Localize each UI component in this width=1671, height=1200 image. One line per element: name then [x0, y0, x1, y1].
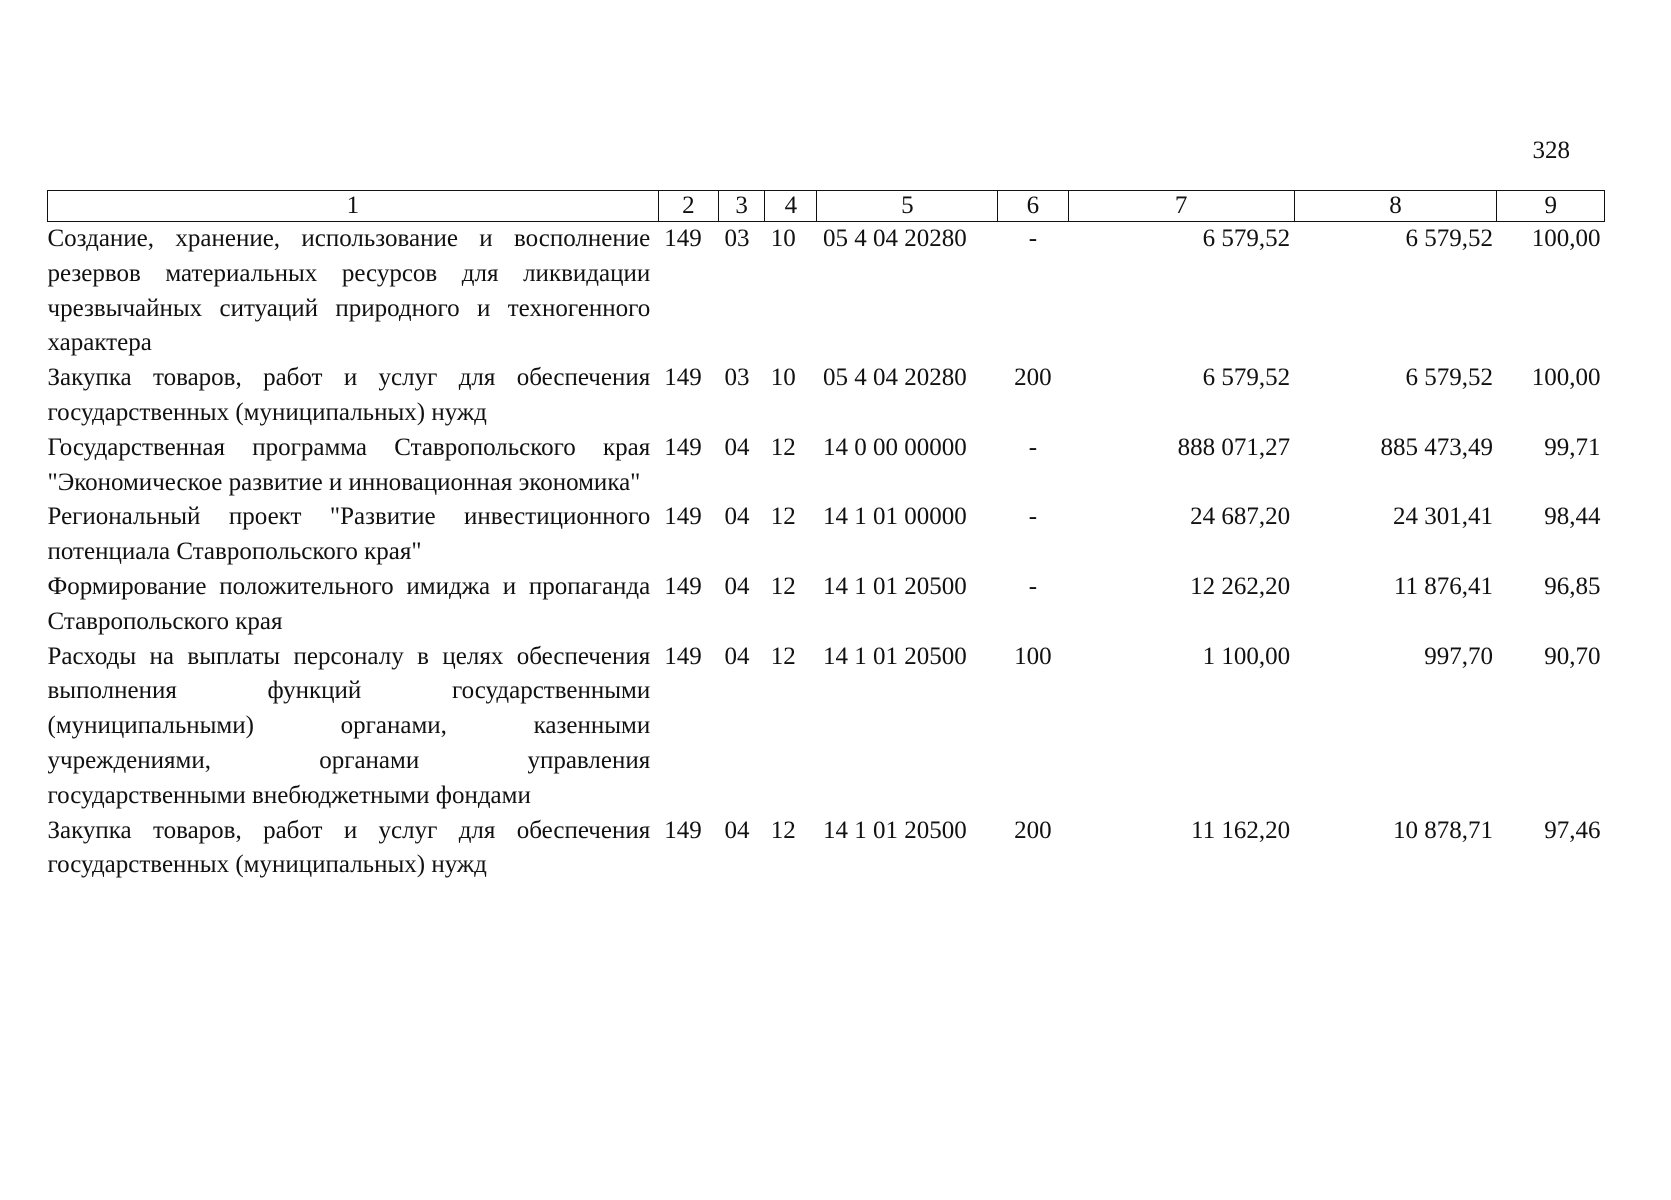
row-col8: 6 579,52: [1405, 225, 1493, 252]
row-col2: 149: [664, 225, 702, 252]
row-col3: 04: [724, 433, 750, 461]
row-col4: 12: [770, 503, 796, 531]
row-col4: 12: [770, 433, 796, 461]
header-cell-2: 2: [658, 191, 718, 222]
row-col6: -: [1028, 503, 1038, 531]
header-cell-1: 1: [48, 191, 659, 222]
table-row: [48, 814, 1605, 884]
row-col9: 100,00: [1531, 364, 1601, 392]
row-col8: 997,70: [1424, 642, 1493, 670]
row-col5: 05 4 04 20280: [822, 364, 967, 392]
table-row: [48, 361, 1605, 431]
row-col9: 96,85: [1544, 572, 1601, 600]
table-row: [48, 431, 1605, 501]
table-row: [48, 222, 1605, 362]
page-number: 328: [1532, 137, 1570, 164]
row-col8: 24 301,41: [1392, 503, 1493, 531]
budget-table: [47, 190, 1605, 883]
header-cell-4: 4: [765, 191, 817, 222]
row-col9: 100,00: [1531, 225, 1601, 252]
header-cell-3: 3: [719, 191, 765, 222]
row-col3: 04: [724, 816, 750, 844]
row-col7: 11 162,20: [1191, 816, 1291, 844]
row-col8: 10 878,71: [1392, 816, 1493, 844]
header-cell-7: 7: [1068, 191, 1294, 222]
row-name: Формирование положительного имиджа и пропаганда Ставропольского края: [47, 572, 651, 635]
row-name: Закупка товаров, работ и услуг для обеспечения государственных (муниципальных) нужд: [47, 816, 651, 879]
table-row: [48, 640, 1605, 814]
row-col7: 6 579,52: [1202, 364, 1291, 392]
row-col8: 885 473,49: [1380, 433, 1493, 461]
row-col6: -: [1028, 433, 1038, 461]
row-col3: 04: [724, 642, 750, 670]
row-col7: 24 687,20: [1190, 503, 1291, 531]
header-cell-9: 9: [1497, 191, 1605, 222]
row-col4: 12: [770, 642, 796, 670]
row-col3: 04: [724, 572, 750, 600]
row-col2: 149: [664, 433, 702, 461]
row-col6: 200: [1014, 816, 1052, 844]
row-col7: 888 071,27: [1177, 433, 1291, 461]
row-col2: 149: [664, 816, 702, 844]
row-name: Региональный проект "Развитие инвестиционного потенциала Ставропольского края": [47, 503, 651, 566]
row-col4: 12: [770, 816, 796, 844]
row-col5: 14 1 01 00000: [822, 503, 967, 531]
row-col5: 14 1 01 20500: [822, 572, 967, 600]
row-name: Закупка товаров, работ и услуг для обеспечения государственных (муниципальных) нужд: [47, 364, 651, 426]
row-col9: 99,71: [1544, 433, 1601, 461]
row-col4: 10: [770, 225, 796, 252]
row-col4: 10: [770, 364, 796, 392]
row-col2: 149: [664, 642, 702, 670]
row-col7: 12 262,20: [1190, 572, 1291, 600]
row-col5: 14 1 01 20500: [822, 816, 967, 844]
row-col2: 149: [664, 364, 702, 392]
row-col6: 100: [1014, 642, 1052, 670]
row-col5: 05 4 04 20280: [822, 225, 967, 252]
row-col7: 6 579,52: [1202, 225, 1291, 252]
header-row: [48, 191, 1605, 222]
row-col2: 149: [664, 572, 702, 600]
row-col6: -: [1028, 572, 1038, 600]
row-col8: 6 579,52: [1405, 364, 1493, 392]
row-name: Создание, хранение, использование и восполнение резервов материальных ресурсов для ликвидации чрезвычайных ситуаций природного и техногенного характера: [47, 225, 651, 357]
row-col9: 90,70: [1544, 642, 1601, 670]
header-cell-5: 5: [817, 191, 998, 222]
table-row: [48, 570, 1605, 640]
row-col3: 03: [724, 364, 750, 392]
row-col4: 12: [770, 572, 796, 600]
row-col8: 11 876,41: [1393, 572, 1493, 600]
row-col6: -: [1028, 225, 1038, 252]
row-col5: 14 1 01 20500: [822, 642, 967, 670]
row-col9: 98,44: [1544, 503, 1601, 531]
row-name: Государственная программа Ставропольского края "Экономическое развитие и инновационная экономика": [47, 433, 651, 496]
table-header: [48, 191, 1605, 222]
row-col3: 03: [724, 225, 750, 252]
header-cell-6: 6: [998, 191, 1068, 222]
row-col6: 200: [1014, 364, 1052, 392]
header-cell-8: 8: [1294, 191, 1497, 222]
table-row: [48, 500, 1605, 570]
row-col3: 04: [724, 503, 750, 531]
table-body: [48, 222, 1605, 884]
row-col5: 14 0 00 00000: [822, 433, 967, 461]
row-col2: 149: [664, 503, 702, 531]
row-col7: 1 100,00: [1202, 642, 1291, 670]
row-col9: 97,46: [1544, 816, 1601, 844]
row-name: Расходы на выплаты персоналу в целях обеспечения выполнения функций государственными (муниципальными) органами, казенными учреждениями, органами управления государственными внебюджетными фондами: [47, 642, 651, 809]
